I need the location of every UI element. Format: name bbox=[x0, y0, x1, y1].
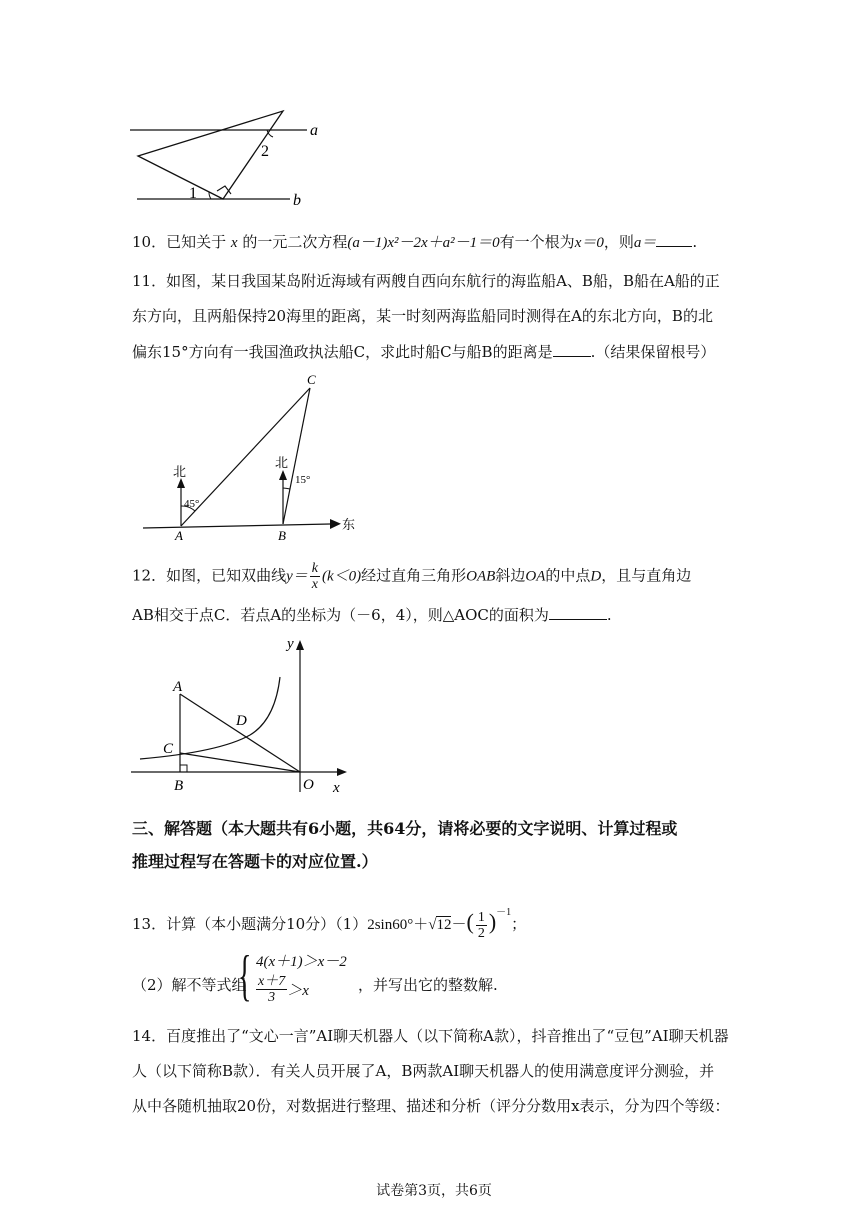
question-11-line-1: 11．如图，某日我国某岛附近海域有两艘自西向东航行的海监船A、B船，B船在A船的正 bbox=[132, 272, 720, 290]
q10-text: 有一个根为 bbox=[499, 233, 575, 251]
question-12-line-2 bbox=[132, 604, 612, 625]
q10-root: x＝0 bbox=[574, 235, 604, 251]
q13-ineq2-frac bbox=[256, 974, 287, 1005]
q12-side: OA bbox=[525, 568, 546, 585]
q10-var-x: x bbox=[230, 235, 238, 251]
q11-text: .（结果保留根号） bbox=[590, 343, 716, 361]
q13-exponent: －1 bbox=[496, 907, 512, 918]
right-angle-mark-b bbox=[180, 765, 187, 772]
q13-ineq2-rhs: ＞x bbox=[287, 983, 309, 999]
q13-text: 13．计算（本小题满分10分）（1） bbox=[132, 915, 368, 933]
segment-ao bbox=[180, 694, 300, 772]
segment-co bbox=[180, 753, 300, 772]
q13-text: ，并写出它的整数解. bbox=[358, 976, 498, 994]
q12-frac-num: k bbox=[311, 561, 318, 576]
q12-frac-den: x bbox=[311, 577, 318, 592]
q12-text: 的中点 bbox=[545, 566, 591, 585]
label-east: 东 bbox=[342, 517, 356, 532]
q13-inequality-1: 4(x＋1)＞x－2 bbox=[256, 954, 347, 970]
east-axis bbox=[143, 524, 330, 528]
q12-text: 斜边 bbox=[495, 566, 526, 585]
q12-text: 如图，已知双曲线 bbox=[166, 566, 287, 585]
label-point-c: C bbox=[163, 741, 174, 757]
question-14-line-2: 人（以下简称B款）．有关人员开展了A，B两款AI聊天机器人的使用满意度评分测验，并 bbox=[132, 1062, 715, 1080]
q13-brace: { bbox=[238, 945, 252, 1007]
q12-text: ，且与直角边 bbox=[601, 566, 692, 585]
label-line-a: a bbox=[310, 122, 318, 139]
north-arrow-a bbox=[177, 478, 185, 488]
label-point-a: A bbox=[173, 679, 183, 695]
label-north-b: 北 bbox=[275, 455, 289, 470]
label-point-d: D bbox=[236, 713, 247, 729]
q13-inequality-2 bbox=[256, 974, 309, 1005]
q11-text: 偏东15°方向有一我国渔政执法船C，求此时船C与船B的距离是 bbox=[132, 343, 553, 361]
q12-text: . bbox=[606, 606, 612, 624]
question-12-line-1 bbox=[132, 561, 691, 592]
x-axis-arrow bbox=[337, 768, 347, 776]
section-3-heading-line-1: 三、解答题（本大题共有6小题，共64分，请将必要的文字说明、计算过程或 bbox=[132, 819, 678, 838]
label-angle-b: 15° bbox=[295, 474, 311, 486]
q12-number: 12． bbox=[132, 566, 167, 585]
question-11-line-3 bbox=[132, 341, 715, 362]
question-13-part-1 bbox=[132, 898, 526, 941]
label-point-b: B bbox=[278, 528, 286, 543]
q13-half bbox=[476, 910, 487, 941]
q13-half-num: 1 bbox=[477, 909, 485, 925]
ship-bearing-figure bbox=[135, 368, 365, 543]
q13-text: ； bbox=[511, 915, 527, 933]
q12-y-eq: y＝ bbox=[286, 568, 308, 585]
hyperbola-curve bbox=[140, 677, 280, 759]
label-point-a: A bbox=[175, 528, 183, 543]
label-angle-a: 45° bbox=[184, 498, 200, 510]
segment-ac bbox=[181, 388, 310, 526]
q12-answer-blank[interactable] bbox=[549, 604, 607, 620]
q13-ineq2-num: x＋7 bbox=[258, 974, 286, 989]
question-14-line-3: 从中各随机抽取20份，对数据进行整理、描述和分析（评分分数用x表示，分为四个等级： bbox=[132, 1097, 730, 1115]
question-11-line-2: 东方向，且两船保持20海里的距离，某一时刻两海监船同时测得在A的东北方向，B的北 bbox=[132, 307, 713, 325]
q13-ineq2-den: 3 bbox=[268, 990, 276, 1005]
section-3-heading-line-2: 推理过程写在答题卡的对应位置.） bbox=[132, 852, 378, 871]
north-arrow-b bbox=[279, 470, 287, 480]
q12-condition: (k＜0) bbox=[322, 568, 362, 585]
q12-point-d: D bbox=[590, 568, 602, 585]
east-arrow bbox=[330, 519, 341, 529]
label-point-c: C bbox=[307, 372, 316, 387]
q12-text: 经过直角三角形 bbox=[361, 566, 467, 585]
q10-ask: a＝ bbox=[633, 235, 657, 251]
page-footer: 试卷第3页，共6页 bbox=[376, 1183, 492, 1199]
label-axis-x: x bbox=[333, 780, 340, 796]
question-14-line-1: 14．百度推出了“文心一言”AI聊天机器人（以下简称A款），抖音推出了“豆包”AI聊天机器 bbox=[132, 1027, 729, 1045]
q13-sqrt: √12 bbox=[428, 917, 452, 933]
angle-b-arc bbox=[283, 488, 290, 489]
q10-answer-blank[interactable] bbox=[656, 231, 692, 247]
hyperbola-figure bbox=[125, 632, 355, 800]
question-10 bbox=[132, 231, 697, 253]
label-point-b: B bbox=[174, 778, 184, 794]
q10-number: 10． bbox=[132, 233, 167, 251]
question-13-part-2 bbox=[132, 945, 692, 1020]
q12-fraction bbox=[310, 561, 320, 592]
q10-text: 的一元二次方程 bbox=[242, 233, 348, 251]
q10-text: ，则 bbox=[603, 233, 634, 251]
q13-minus: － bbox=[451, 917, 467, 933]
q13-paren: ) bbox=[488, 909, 497, 934]
q13-half-den: 2 bbox=[477, 925, 485, 941]
label-point-o: O bbox=[303, 777, 314, 793]
label-line-b: b bbox=[293, 192, 301, 209]
q13-text: （2）解不等式组 bbox=[132, 976, 247, 994]
label-axis-y: y bbox=[287, 636, 294, 652]
q10-equation: (a－1)x²－2x＋a²－1＝0 bbox=[347, 235, 500, 251]
q13-expr: 2sin60°＋ bbox=[367, 917, 429, 933]
q12-text: AB相交于点C．若点A的坐标为（－6，4），则△AOC的面积为 bbox=[132, 606, 549, 624]
q10-text: 已知关于 bbox=[166, 233, 227, 251]
q12-tri: OAB bbox=[466, 568, 496, 585]
label-angle-2: 2 bbox=[261, 143, 269, 160]
q13-sqrt-radicand: 12 bbox=[436, 917, 452, 933]
label-angle-1: 1 bbox=[189, 185, 197, 202]
y-axis-arrow bbox=[296, 640, 304, 650]
q11-answer-blank[interactable] bbox=[553, 341, 591, 357]
label-north-a: 北 bbox=[173, 464, 187, 479]
q10-end: . bbox=[692, 233, 698, 251]
q13-paren: ( bbox=[466, 909, 474, 934]
parallel-lines-figure bbox=[125, 104, 325, 212]
